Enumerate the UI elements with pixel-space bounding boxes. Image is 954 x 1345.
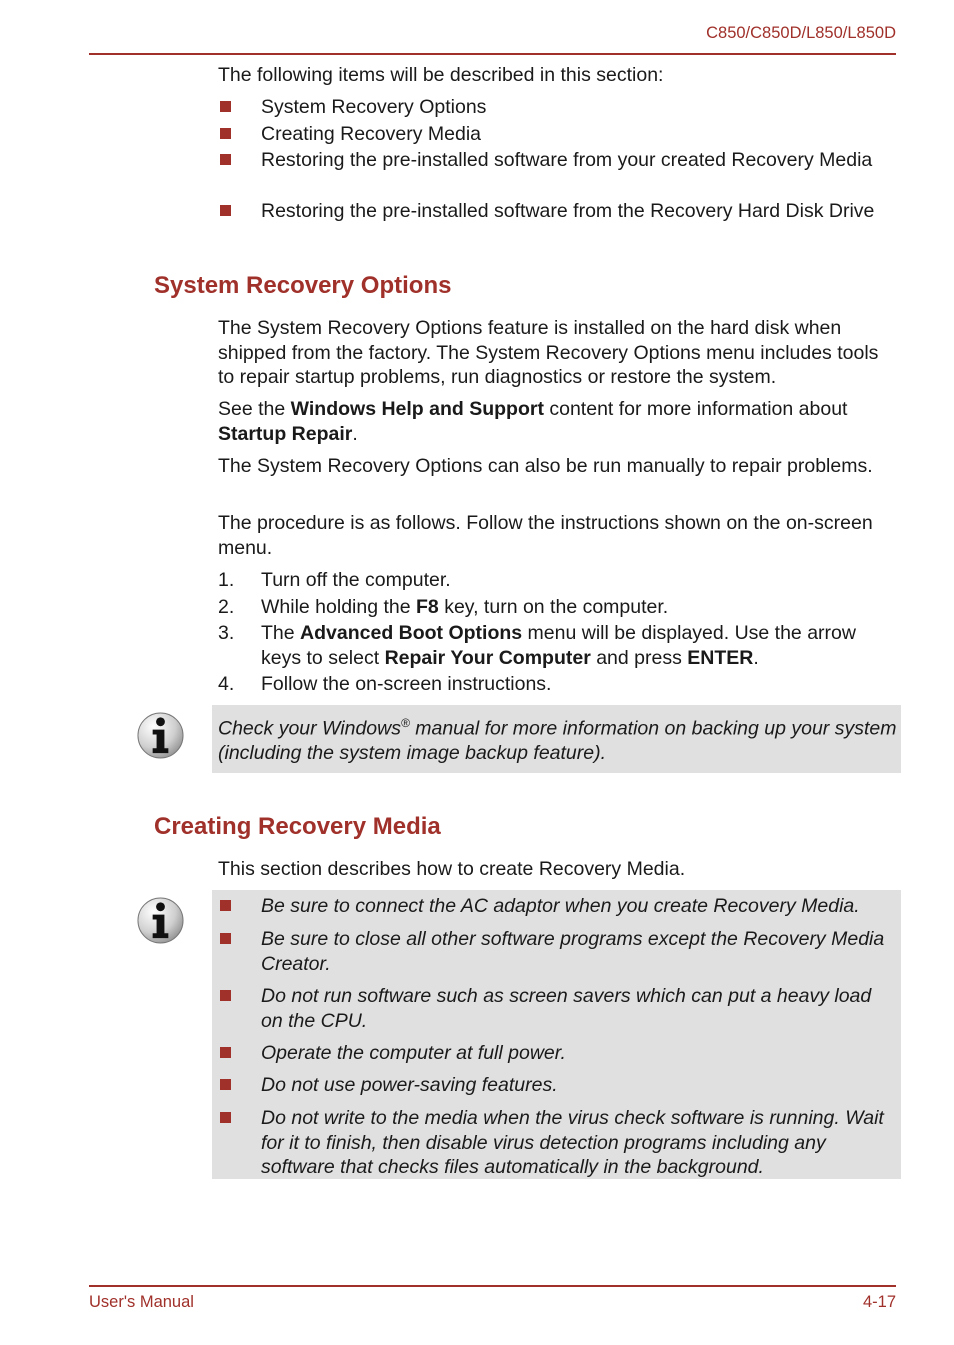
bullet-square: [220, 205, 231, 216]
paragraph: The System Recovery Options feature is installed on the hard disk when shipped from the factory. The System Recovery Options menu includes tools to repair startup problems, run diagnostics or restore the system.: [218, 317, 879, 388]
bullet-square: [220, 933, 231, 944]
note-list-item: Operate the computer at full power.: [218, 1041, 888, 1066]
paragraph: This section describes how to create Recovery Media.: [218, 858, 686, 880]
numbered-step: 2. While holding the F8 key, turn on the computer.: [218, 596, 669, 618]
bullet-square: [220, 990, 231, 1001]
page-number: 4-17: [862, 1293, 896, 1311]
info-icon: [136, 896, 185, 945]
running-header: C850/C850D/L850/L850D: [706, 24, 896, 42]
bullet-square: [220, 128, 231, 139]
bullet-square: [220, 154, 231, 165]
note-list-item: Do not write to the media when the virus check software is running. Wait for it to finish, then disable virus detection programs including any software that checks files automatically in the background.: [218, 1106, 902, 1180]
bullet-square: [220, 1047, 231, 1058]
paragraph: The System Recovery Options can also be run manually to repair problems.: [218, 455, 873, 477]
note-list-item: Do not use power-saving features.: [218, 1073, 888, 1098]
bullet-square: [220, 101, 231, 112]
list-item: Restoring the pre-installed software from the Recovery Hard Disk Drive: [218, 199, 888, 224]
section-heading: System Recovery Options: [154, 272, 452, 299]
footer-manual-title: User's Manual: [89, 1293, 194, 1311]
bullet-square: [220, 1079, 231, 1090]
bullet-square: [220, 900, 231, 911]
paragraph: See the Windows Help and Support content for more information about Startup Repair.: [218, 398, 848, 445]
section-heading: Creating Recovery Media: [154, 813, 441, 840]
note-text: Check your Windows® manual for more information on backing up your system (including the system image backup feature).: [218, 716, 897, 764]
intro-paragraph: The following items will be described in this section:: [218, 64, 664, 86]
footer-rule: [89, 1285, 896, 1287]
numbered-step: 3. The Advanced Boot Options menu will be displayed. Use the arrow keys to select Repair Your Computer and press ENTER.: [218, 622, 856, 669]
bullet-square: [220, 1112, 231, 1123]
note-list-item: Do not run software such as screen savers which can put a heavy load on the CPU.: [218, 984, 888, 1033]
numbered-step: 1. Turn off the computer.: [218, 569, 451, 591]
note-list-item: Be sure to close all other software programs except the Recovery Media Creator.: [218, 927, 888, 976]
numbered-step: 4. Follow the on-screen instructions.: [218, 673, 552, 695]
list-item: Restoring the pre-installed software from your created Recovery Media: [218, 148, 888, 173]
list-item: System Recovery Options: [218, 95, 888, 120]
paragraph: The procedure is as follows. Follow the instructions shown on the on-screen menu.: [218, 512, 873, 559]
header-rule: [89, 53, 896, 55]
info-icon: [136, 711, 185, 760]
note-list-item: Be sure to connect the AC adaptor when you create Recovery Media.: [218, 894, 902, 919]
list-item: Creating Recovery Media: [218, 122, 888, 147]
